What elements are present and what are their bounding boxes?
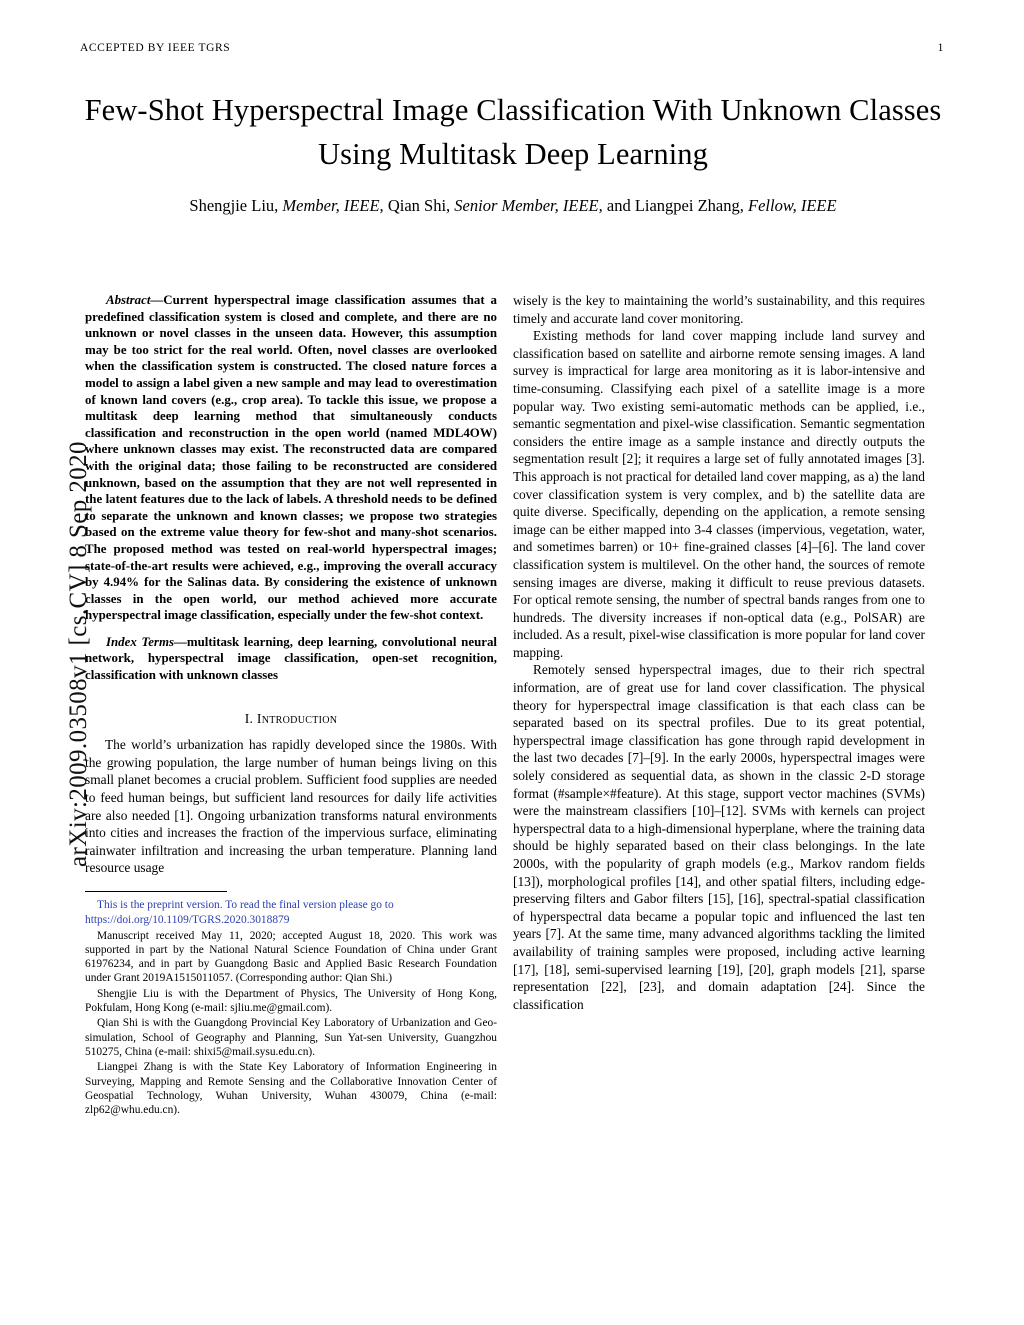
affiliation-3: Liangpei Zhang is with the State Key Laboratory of Information Engineering in Surveying, Mapping and Remote Sensing and the Collaborative Innovation Center of Geospatial Technology, Wuhan University, Wuhan 430079, China (e-mail: zlp62@whu.edu.cn). — [85, 1061, 497, 1117]
footnotes — [85, 898, 497, 1117]
section-heading-introduction: I. Introduction — [244, 710, 338, 726]
index-terms-label: Index Terms— — [106, 634, 187, 649]
footnote-divider — [85, 891, 227, 892]
right-paragraph-3: Remotely sensed hyperspectral images, due to their rich spectral information, are of great use for land cover classification. The physical theory for hyperspectral image classification is that each class can be separated based on its spectral profiles. Due to its great potential, hyperspectral image classification has gone through rapid development in the last two decades [7]–[9]. In the early 2000s, hyperspectral images were solely considered as sequential data, as shown in the classic 2-D storage format (#sample×#feature). At this stage, support vector machines (SVMs) were the mainstream classifiers [10]–[12]. SVMs with kernels can project hyperspectral data to a high-dimensional hyperplane, where the training data should be highly separated based on their class belongings. In the late 2000s, with the popularity of graph models (e.g., Markov random fields [13]), morphological profiles [14], and other spatial filters, including edge-preserving filters and Gabor filters [15], [16], spectral-spatial classification of hyperspectral data became a popular topic and influenced the last ten years [7]. At the same time, many advanced algorithms tackling the limited availability of training samples were proposed, including active learning [17], [18], semi-supervised learning [19], [20], graph models [21], sparse representation [22], [23], and domain adaptation [24]. Since the classification — [513, 662, 925, 1012]
preprint-doi-link[interactable]: https://doi.org/10.1109/TGRS.2020.3018879 — [85, 914, 290, 927]
author-1-name: Shengjie Liu, — [189, 196, 279, 215]
running-head — [80, 42, 944, 54]
author-3-role: Fellow, IEEE — [748, 196, 837, 215]
abstract-text: Current hyperspectral image classification assumes that a predefined classification system is closed and complete, and there are no unknown or novel classes in the unseen data. However, this assumption may be too strict for the real world. Often, novel classes are overlooked when the classification system is constructed. The closed nature forces a model to assign a label given a new sample and may lead to overestimation of known land covers (e.g., crop area). To tackle this issue, we propose a multitask deep learning method that simultaneously conducts classification and reconstruction in the open world (named MDL4OW) where unknown classes may exist. The reconstructed data are compared with the original data; those failing to be reconstructed are considered unknown, based on the assumption that they are not well represented in the latent features due to the lack of labels. A threshold needs to be defined to separate the unknown and known classes; we propose two strategies based on the extreme value theory for few-shot and many-shot scenarios. The proposed method was tested on real-world hyperspectral images; state-of-the-art results were achieved, e.g., improving the overall accuracy by 4.94% for the Salinas data. By considering the existence of unknown classes in the open world, our method achieved more accurate hyperspectral image classification, especially under the few-shot context. — [85, 293, 497, 623]
arxiv-stamp: arXiv:2009.03508v1 [cs.CV] 8 Sep 2020 — [65, 441, 92, 867]
index-terms-text: multitask learning, deep learning, convolutional neural network, hyperspectral image classification, open-set recognition, classification with unknown classes — [85, 634, 497, 683]
abstract — [85, 292, 497, 624]
manuscript-note: Manuscript received May 11, 2020; accepted August 18, 2020. This work was supported in part by the National Natural Science Foundation of China under Grant 61976234, and in part by Guangdong Basic and Applied Basic Research Foundation under Grant 2019A1515011057. (Corresponding author: Qian Shi.) — [85, 929, 497, 985]
author-3-name: and Liangpei Zhang, — [606, 196, 744, 215]
page-number: 1 — [937, 42, 944, 54]
affiliation-2: Qian Shi is with the Guangdong Provincial Key Laboratory of Urbanization and Geo-simulation, School of Geography and Planning, Sun Yat-sen University, Guangzhou 510275, China (e-mail: shixi5@mail.sysu.edu.cn). — [85, 1017, 497, 1058]
author-2-name: Qian Shi, — [387, 196, 451, 215]
author-2-role: Senior Member, IEEE, — [454, 196, 603, 215]
right-column — [513, 292, 925, 1013]
running-head-title: ACCEPTED BY IEEE TGRS — [80, 42, 231, 54]
right-paragraph-1: wisely is the key to maintaining the world’s sustainability, and this requires timely and accurate land cover monitoring. — [513, 293, 925, 326]
right-paragraph-2: Existing methods for land cover mapping include land survey and classification based on satellite and airborne remote sensing images. A land survey is impractical for large area monitoring as it is labor-intensive and time-consuming. Classifying each pixel of a satellite image is a more popular way. Two existing semi-automatic methods can be applied, i.e., semantic segmentation and pixel-wise classification. Semantic segmentation considers the entire image as a sample instance and directly outputs the segmentation result [2]; it requires a large set of fully annotated images [3]. This approach is not practical for detailed land cover mapping, as a) the land cover classification system is very complex, and b) the satellite data are quite diverse. Specifically, depending on the application, a remote sensing image can be either mapped into 3-4 classes (impervious, vegetation, water, and sometimes barren) or 10+ fine-grained classes [4]–[6]. The land cover classification system is multilevel. On the other hand, the sources of remote sensing images are diverse, making it difficult to reuse previous datasets. For optical remote sensing, the number of spectral bands ranges from one to hundreds. The diversity increases if non-optical data (e.g., PolSAR) are included. As a result, pixel-wise classification is more popular for land cover mapping. — [513, 328, 925, 660]
left-column — [85, 292, 497, 1118]
author-list — [82, 196, 944, 216]
intro-paragraph-1: The world’s urbanization has rapidly developed since the 1980s. With the growing population, the large number of human beings living on this small planet becomes a crucial problem. Sufficient food supplies are needed to feed human beings, but sufficient land resources for daily life activities are also needed [1]. Ongoing urbanization transforms natural environments into cities and increases the fraction of the impervious surface, eliminating rainwater infiltration and increasing the urban temperature. Planning land resource usage — [85, 737, 497, 876]
abstract-label: Abstract— — [106, 293, 164, 307]
preprint-note: This is the preprint version. To read the final version please go to — [97, 899, 394, 911]
page-title: Few-Shot Hyperspectral Image Classification With Unknown Classes Using Multitask Deep Learning — [84, 93, 942, 171]
affiliation-1: Shengjie Liu is with the Department of Physics, The University of Hong Kong, Pokfulam, Hong Kong (e-mail: sjliu.me@gmail.com). — [85, 987, 497, 1015]
author-1-role: Member, IEEE, — [282, 196, 384, 215]
index-terms — [85, 634, 497, 684]
